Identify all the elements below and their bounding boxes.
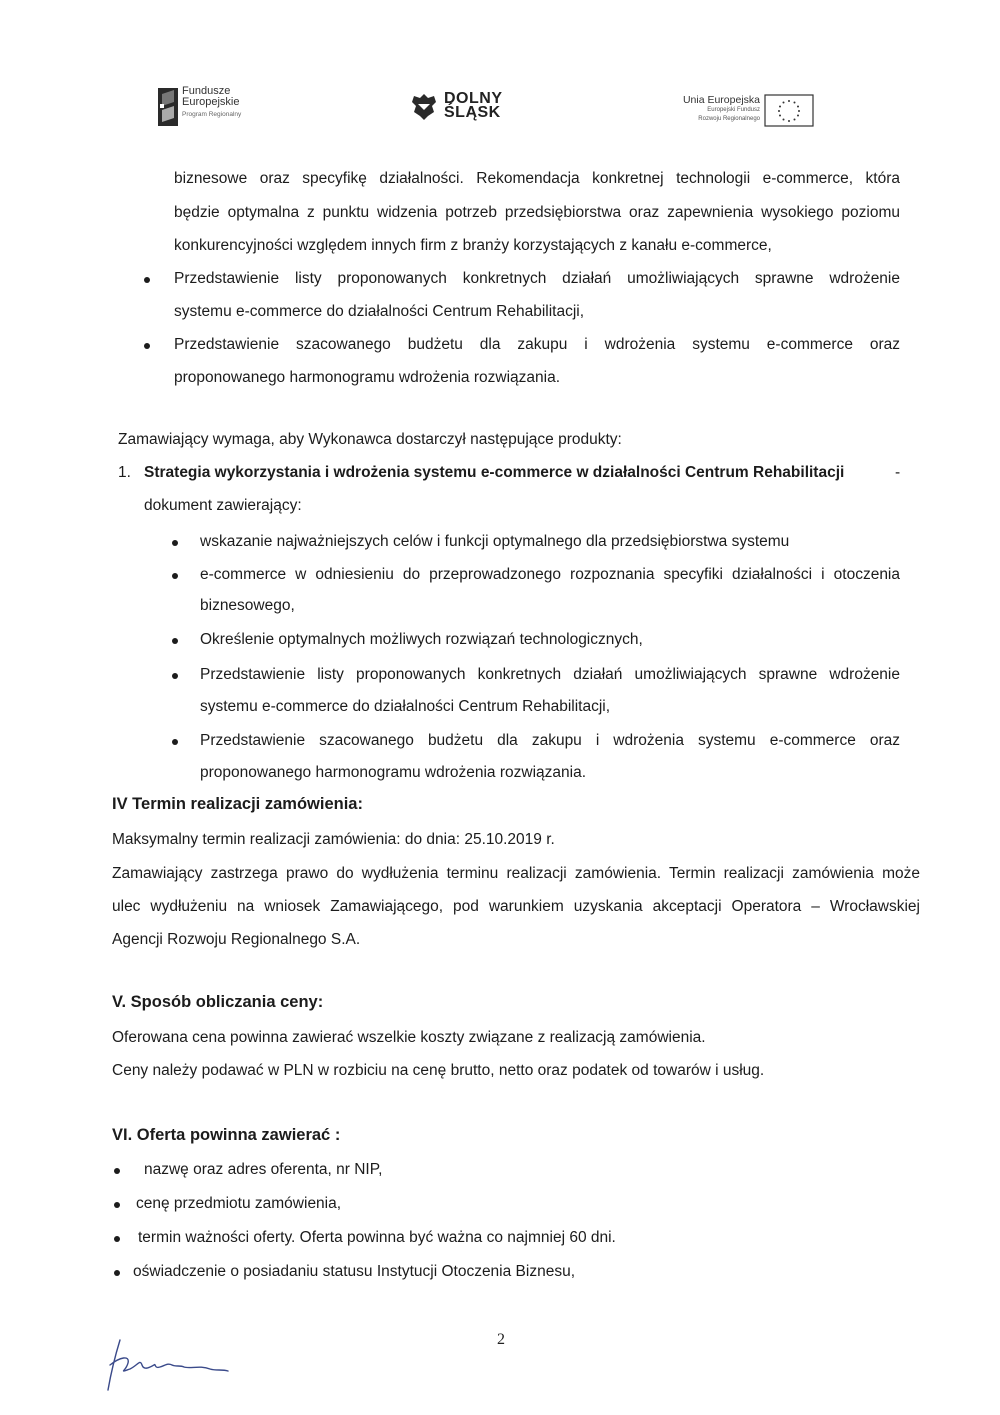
section-iv-paragraph-line3: Agencji Rozwoju Regionalnego S.A. [112,931,361,948]
section-vi-heading: VI. Oferta powinna zawierać : [112,1126,341,1144]
bullet-icon [172,673,178,679]
bullet-icon [114,1270,120,1276]
fe-logo-line1: Fundusze [182,85,231,97]
fe-logo-line2: Europejskie [182,96,240,108]
section-vi-item-3: termin ważności oferty. Oferta powinna być ważna co najmniej 60 dni. [138,1229,616,1246]
bullet-icon [114,1168,120,1174]
product-1-subtitle: dokument zawierający: [144,497,302,514]
product-bullet-5-line1: Przedstawienie szacowanego budżetu dla zakupu i wdrożenia systemu e-commerce oraz [200,732,900,749]
top-paragraph-line3: konkurencyjności względem innych firm z branży korzystających z kanału e-commerce, [174,237,772,254]
ue-logo-line3: Rozwoju Regionalnego [698,116,760,122]
product-bullet-5-line2: proponowanego harmonogramu wdrożenia rozwiązania. [200,764,587,781]
top-bullet-1-line2: systemu e-commerce do działalności Centrum Rehabilitacji, [174,303,585,320]
bullet-icon [172,573,178,579]
product-bullet-4-line2: systemu e-commerce do działalności Centrum Rehabilitacji, [200,698,611,715]
section-vi-item-4: oświadczenie o posiadaniu statusu Instytucji Otoczenia Biznesu, [133,1263,575,1280]
section-iv-paragraph-line2: ulec wydłużeniu na wniosek Zamawiającego, pod warunkiem uzyskania akceptacji Operatora – Wrocławskiej [112,898,920,915]
product-bullet-2-line1: e-commerce w odniesieniu do przeprowadzonego rozpoznania specyfiki działalności i otoczenia [200,566,900,583]
bullet-icon [172,540,178,546]
product-1-dash: - [895,464,901,481]
ds-logo-line2: ŚLĄSK [444,104,501,121]
product-1-number: 1. [118,464,131,481]
product-bullet-1: wskazanie najważniejszych celów i funkcji optymalnego dla przedsiębiorstwa systemu [200,533,790,550]
ue-logo-line2: Europejski Fundusz [707,107,760,113]
product-bullet-4-line1: Przedstawienie listy proponowanych konkretnych działań umożliwiających sprawne wdrożenie [200,666,900,683]
top-paragraph-line2: będzie optymalna z punktu widzenia potrzeb przedsiębiorstwa oraz zapewnienia wysokiego poziomu [174,204,900,221]
bullet-icon [172,638,178,644]
product-bullet-3: Określenie optymalnych możliwych rozwiązań technologicznych, [200,631,643,648]
eu-flag-icon [764,94,814,127]
product-1-title: Strategia wykorzystania i wdrożenia systemu e-commerce w działalności Centrum Rehabilitacji [144,464,845,481]
section-v-heading: V. Sposób obliczania ceny: [112,993,324,1011]
handwritten-signature [90,1335,240,1395]
section-iv-heading: IV Termin realizacji zamówienia: [112,795,363,813]
fundusze-europejskie-logo [158,86,278,130]
section-iv-deadline: Maksymalny termin realizacji zamówienia: do dnia: 25.10.2019 r. [112,831,555,848]
page-number: 2 [497,1331,505,1348]
section-iv-paragraph-line1: Zamawiający zastrzega prawo do wydłużenia terminu realizacji zamówienia. Termin realizacji zamówienia może [112,865,920,882]
bullet-icon [144,277,150,283]
products-intro: Zamawiający wymaga, aby Wykonawca dostarczył następujące produkty: [118,431,622,448]
ue-logo-line1: Unia Europejska [682,94,760,106]
top-bullet-1-line1: Przedstawienie listy proponowanych konkretnych działań umożliwiających sprawne wdrożenie [174,270,900,287]
bullet-icon [114,1202,120,1208]
section-vi-item-1: nazwę oraz adres oferenta, nr NIP, [144,1161,383,1178]
top-paragraph-line1: biznesowe oraz specyfikę działalności. Rekomendacja konkretnej technologii e-commerce, która [174,170,900,187]
fe-flag-icon [158,88,178,126]
top-bullet-2-line2: proponowanego harmonogramu wdrożenia rozwiązania. [174,369,561,386]
section-v-paragraph-line1: Oferowana cena powinna zawierać wszelkie koszty związane z realizacją zamówienia. [112,1029,706,1046]
eagle-icon [410,92,438,122]
ds-logo-line1: DOLNY [444,90,503,107]
section-v-paragraph-line2: Ceny należy podawać w PLN w rozbiciu na cenę brutto, netto oraz podatek od towarów i usług. [112,1062,765,1079]
section-vi-item-2: cenę przedmiotu zamówienia, [136,1195,342,1212]
bullet-icon [114,1236,120,1242]
fe-logo-line3: Program Regionalny [182,111,242,118]
bullet-icon [144,343,150,349]
dolny-slask-logo [410,92,520,132]
top-bullet-2-line1: Przedstawienie szacowanego budżetu dla zakupu i wdrożenia systemu e-commerce oraz [174,336,900,353]
bullet-icon [172,739,178,745]
page-header [0,80,1000,140]
product-bullet-2-line2: biznesowego, [200,597,295,614]
unia-europejska-logo [650,94,820,134]
